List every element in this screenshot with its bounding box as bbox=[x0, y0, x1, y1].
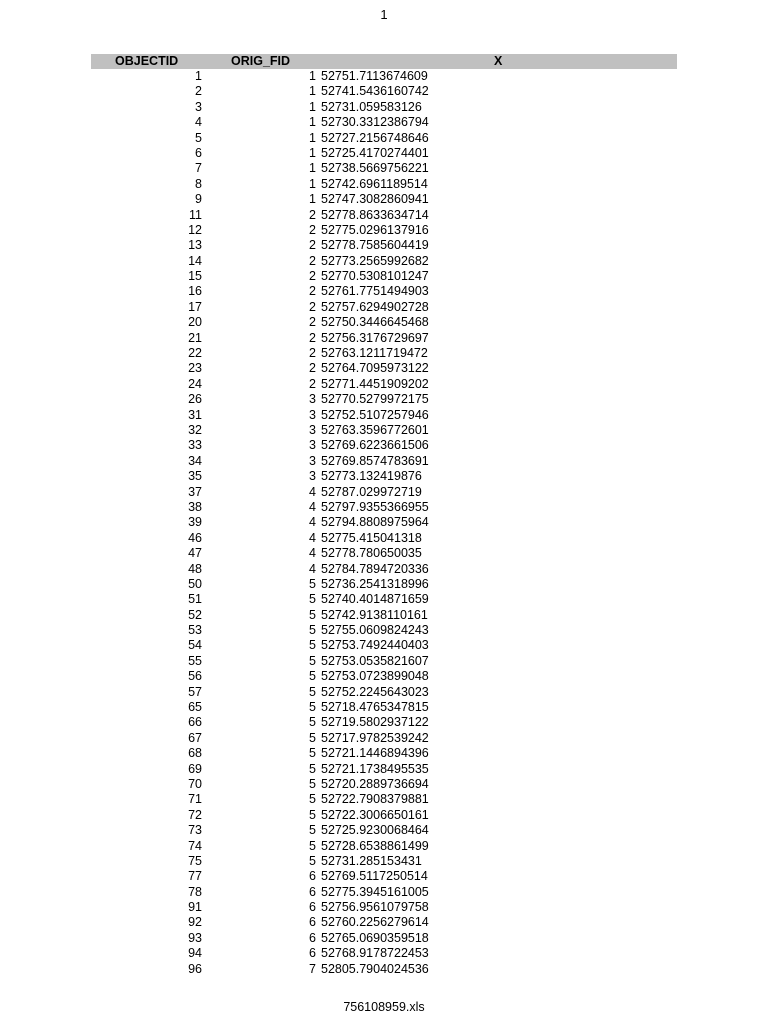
cell-objectid: 53 bbox=[188, 623, 202, 638]
cell-x: 52765.0690359518 bbox=[321, 930, 429, 945]
cell-orig-fid: 5 bbox=[309, 607, 316, 622]
cell-x: 52718.4765347815 bbox=[321, 700, 429, 715]
cell-orig-fid: 5 bbox=[309, 623, 316, 638]
table-row bbox=[91, 84, 677, 99]
cell-orig-fid: 2 bbox=[309, 253, 316, 268]
cell-objectid: 46 bbox=[188, 530, 202, 545]
cell-orig-fid: 2 bbox=[309, 376, 316, 391]
cell-objectid: 72 bbox=[188, 807, 202, 822]
cell-orig-fid: 5 bbox=[309, 653, 316, 668]
table-row bbox=[91, 531, 677, 546]
footer-filename: 756108959.xls bbox=[343, 1000, 425, 1014]
cell-x: 52771.4451909202 bbox=[321, 376, 429, 391]
cell-orig-fid: 4 bbox=[309, 484, 316, 499]
cell-objectid: 13 bbox=[188, 238, 202, 253]
table-row bbox=[91, 900, 677, 915]
table-row bbox=[91, 839, 677, 854]
cell-x: 52720.2889736694 bbox=[321, 776, 429, 791]
cell-orig-fid: 2 bbox=[309, 346, 316, 361]
table-row bbox=[91, 438, 677, 453]
cell-x: 52794.8808975964 bbox=[321, 515, 429, 530]
table-row bbox=[91, 762, 677, 777]
cell-x: 52778.780650035 bbox=[321, 546, 422, 561]
table-row bbox=[91, 315, 677, 330]
cell-orig-fid: 5 bbox=[309, 576, 316, 591]
cell-x: 52727.2156748646 bbox=[321, 130, 429, 145]
table-row bbox=[91, 823, 677, 838]
cell-orig-fid: 3 bbox=[309, 438, 316, 453]
table-row bbox=[91, 469, 677, 484]
cell-objectid: 26 bbox=[188, 392, 202, 407]
table-row bbox=[91, 700, 677, 715]
cell-orig-fid: 4 bbox=[309, 530, 316, 545]
cell-orig-fid: 4 bbox=[309, 499, 316, 514]
cell-objectid: 77 bbox=[188, 869, 202, 884]
cell-orig-fid: 5 bbox=[309, 761, 316, 776]
table-row bbox=[91, 131, 677, 146]
cell-orig-fid: 3 bbox=[309, 453, 316, 468]
cell-objectid: 94 bbox=[188, 946, 202, 961]
cell-x: 52728.6538861499 bbox=[321, 838, 429, 853]
cell-x: 52784.7894720336 bbox=[321, 561, 429, 576]
cell-objectid: 56 bbox=[188, 669, 202, 684]
table-row bbox=[91, 238, 677, 253]
cell-objectid: 73 bbox=[188, 823, 202, 838]
table-body bbox=[91, 69, 677, 977]
cell-x: 52769.6223661506 bbox=[321, 438, 429, 453]
cell-orig-fid: 5 bbox=[309, 700, 316, 715]
cell-x: 52773.132419876 bbox=[321, 469, 422, 484]
table-row bbox=[91, 931, 677, 946]
cell-objectid: 4 bbox=[195, 115, 202, 130]
cell-x: 52775.0296137916 bbox=[321, 222, 429, 237]
cell-objectid: 22 bbox=[188, 346, 202, 361]
cell-orig-fid: 1 bbox=[309, 145, 316, 160]
cell-x: 52736.2541318996 bbox=[321, 576, 429, 591]
cell-objectid: 54 bbox=[188, 638, 202, 653]
cell-orig-fid: 2 bbox=[309, 207, 316, 222]
table-row bbox=[91, 284, 677, 299]
cell-orig-fid: 5 bbox=[309, 838, 316, 853]
table-row bbox=[91, 623, 677, 638]
cell-orig-fid: 5 bbox=[309, 592, 316, 607]
table-row bbox=[91, 269, 677, 284]
cell-x: 52731.285153431 bbox=[321, 853, 422, 868]
cell-orig-fid: 6 bbox=[309, 900, 316, 915]
table-row bbox=[91, 100, 677, 115]
cell-orig-fid: 7 bbox=[309, 961, 316, 976]
cell-objectid: 93 bbox=[188, 930, 202, 945]
table-row bbox=[91, 869, 677, 884]
cell-x: 52742.6961189514 bbox=[321, 176, 428, 191]
cell-objectid: 75 bbox=[188, 853, 202, 868]
table-row bbox=[91, 115, 677, 130]
cell-orig-fid: 1 bbox=[309, 192, 316, 207]
cell-x: 52722.3006650161 bbox=[321, 807, 429, 822]
cell-objectid: 1 bbox=[195, 69, 202, 83]
table-row bbox=[91, 885, 677, 900]
table-row bbox=[91, 731, 677, 746]
table-row bbox=[91, 669, 677, 684]
cell-x: 52752.2245643023 bbox=[321, 684, 429, 699]
cell-x: 52756.9561079758 bbox=[321, 900, 429, 915]
cell-objectid: 78 bbox=[188, 884, 202, 899]
cell-x: 52722.7908379881 bbox=[321, 792, 429, 807]
cell-objectid: 69 bbox=[188, 761, 202, 776]
table-row bbox=[91, 500, 677, 515]
cell-orig-fid: 1 bbox=[309, 161, 316, 176]
cell-orig-fid: 1 bbox=[309, 176, 316, 191]
table-row bbox=[91, 515, 677, 530]
table-row bbox=[91, 577, 677, 592]
cell-x: 52797.9355366955 bbox=[321, 499, 429, 514]
table-row bbox=[91, 254, 677, 269]
cell-x: 52730.3312386794 bbox=[321, 115, 429, 130]
cell-orig-fid: 6 bbox=[309, 915, 316, 930]
cell-orig-fid: 5 bbox=[309, 684, 316, 699]
table-row bbox=[91, 423, 677, 438]
cell-orig-fid: 3 bbox=[309, 392, 316, 407]
cell-objectid: 66 bbox=[188, 715, 202, 730]
cell-objectid: 57 bbox=[188, 684, 202, 699]
cell-x: 52738.5669756221 bbox=[321, 161, 429, 176]
cell-x: 52775.415041318 bbox=[321, 530, 422, 545]
table-row bbox=[91, 177, 677, 192]
cell-orig-fid: 6 bbox=[309, 946, 316, 961]
cell-objectid: 8 bbox=[195, 176, 202, 191]
cell-orig-fid: 5 bbox=[309, 638, 316, 653]
cell-x: 52731.059583126 bbox=[321, 99, 422, 114]
cell-x: 52769.5117250514 bbox=[321, 869, 428, 884]
cell-objectid: 31 bbox=[188, 407, 202, 422]
table-row bbox=[91, 146, 677, 161]
cell-objectid: 16 bbox=[188, 284, 202, 299]
cell-orig-fid: 5 bbox=[309, 669, 316, 684]
cell-x: 52770.5308101247 bbox=[321, 269, 429, 284]
column-header-objectid: OBJECTID bbox=[115, 54, 179, 68]
cell-objectid: 52 bbox=[188, 607, 202, 622]
cell-objectid: 96 bbox=[188, 961, 202, 976]
cell-x: 52755.0609824243 bbox=[321, 623, 429, 638]
column-header-x: X bbox=[494, 54, 503, 68]
cell-orig-fid: 2 bbox=[309, 269, 316, 284]
table-row bbox=[91, 223, 677, 238]
cell-x: 52756.3176729697 bbox=[321, 330, 429, 345]
cell-x: 52757.6294902728 bbox=[321, 299, 429, 314]
table-row bbox=[91, 192, 677, 207]
table-row bbox=[91, 962, 677, 977]
page-number: 1 bbox=[380, 7, 388, 22]
cell-x: 52778.7585604419 bbox=[321, 238, 429, 253]
cell-orig-fid: 4 bbox=[309, 561, 316, 576]
cell-orig-fid: 6 bbox=[309, 869, 316, 884]
table-row bbox=[91, 685, 677, 700]
cell-objectid: 70 bbox=[188, 776, 202, 791]
cell-orig-fid: 2 bbox=[309, 315, 316, 330]
cell-objectid: 14 bbox=[188, 253, 202, 268]
cell-orig-fid: 2 bbox=[309, 238, 316, 253]
cell-objectid: 71 bbox=[188, 792, 202, 807]
cell-x: 52787.029972719 bbox=[321, 484, 422, 499]
cell-objectid: 12 bbox=[188, 222, 202, 237]
cell-objectid: 39 bbox=[188, 515, 202, 530]
cell-orig-fid: 5 bbox=[309, 776, 316, 791]
table-row bbox=[91, 915, 677, 930]
cell-x: 52753.7492440403 bbox=[321, 638, 429, 653]
cell-objectid: 23 bbox=[188, 361, 202, 376]
cell-objectid: 11 bbox=[189, 207, 202, 222]
cell-objectid: 33 bbox=[188, 438, 202, 453]
cell-objectid: 7 bbox=[195, 161, 202, 176]
cell-objectid: 67 bbox=[188, 730, 202, 745]
cell-objectid: 3 bbox=[195, 99, 202, 114]
cell-orig-fid: 5 bbox=[309, 853, 316, 868]
cell-objectid: 74 bbox=[188, 838, 202, 853]
cell-objectid: 24 bbox=[188, 376, 202, 391]
cell-orig-fid: 6 bbox=[309, 884, 316, 899]
table-row bbox=[91, 654, 677, 669]
cell-objectid: 2 bbox=[195, 84, 202, 99]
cell-x: 52721.1446894396 bbox=[321, 746, 429, 761]
data-table bbox=[91, 54, 677, 977]
table-row bbox=[91, 161, 677, 176]
table-row bbox=[91, 208, 677, 223]
cell-x: 52768.9178722453 bbox=[321, 946, 429, 961]
cell-objectid: 32 bbox=[188, 422, 202, 437]
table-row bbox=[91, 746, 677, 761]
cell-x: 52717.9782539242 bbox=[321, 730, 429, 745]
cell-orig-fid: 2 bbox=[309, 361, 316, 376]
cell-x: 52769.8574783691 bbox=[321, 453, 429, 468]
cell-orig-fid: 4 bbox=[309, 515, 316, 530]
cell-objectid: 47 bbox=[188, 546, 202, 561]
cell-orig-fid: 3 bbox=[309, 469, 316, 484]
cell-x: 52742.9138110161 bbox=[321, 607, 428, 622]
table-row bbox=[91, 808, 677, 823]
table-row bbox=[91, 485, 677, 500]
cell-objectid: 91 bbox=[188, 900, 202, 915]
table-row bbox=[91, 331, 677, 346]
cell-orig-fid: 5 bbox=[309, 746, 316, 761]
cell-objectid: 37 bbox=[188, 484, 202, 499]
cell-orig-fid: 1 bbox=[309, 69, 316, 83]
cell-orig-fid: 1 bbox=[309, 130, 316, 145]
cell-x: 52725.9230068464 bbox=[321, 823, 429, 838]
cell-x: 52773.2565992682 bbox=[321, 253, 429, 268]
table-row bbox=[91, 300, 677, 315]
cell-x: 52752.5107257946 bbox=[321, 407, 429, 422]
cell-x: 52764.7095973122 bbox=[321, 361, 429, 376]
cell-objectid: 20 bbox=[188, 315, 202, 330]
cell-orig-fid: 2 bbox=[309, 284, 316, 299]
table-row bbox=[91, 592, 677, 607]
cell-orig-fid: 6 bbox=[309, 930, 316, 945]
table-row bbox=[91, 377, 677, 392]
cell-orig-fid: 3 bbox=[309, 407, 316, 422]
cell-x: 52763.1211719472 bbox=[321, 346, 428, 361]
cell-x: 52725.4170274401 bbox=[321, 145, 429, 160]
table-row bbox=[91, 715, 677, 730]
table-row bbox=[91, 608, 677, 623]
cell-objectid: 38 bbox=[188, 499, 202, 514]
cell-objectid: 17 bbox=[188, 299, 202, 314]
table-row bbox=[91, 392, 677, 407]
cell-objectid: 92 bbox=[188, 915, 202, 930]
cell-orig-fid: 1 bbox=[309, 115, 316, 130]
cell-objectid: 9 bbox=[195, 192, 202, 207]
cell-x: 52760.2256279614 bbox=[321, 915, 429, 930]
cell-orig-fid: 4 bbox=[309, 546, 316, 561]
cell-orig-fid: 3 bbox=[309, 422, 316, 437]
cell-x: 52740.4014871659 bbox=[321, 592, 429, 607]
cell-orig-fid: 5 bbox=[309, 730, 316, 745]
cell-x: 52747.3082860941 bbox=[321, 192, 429, 207]
cell-x: 52753.0723899048 bbox=[321, 669, 429, 684]
cell-orig-fid: 2 bbox=[309, 222, 316, 237]
cell-objectid: 35 bbox=[188, 469, 202, 484]
cell-x: 52805.7904024536 bbox=[321, 961, 429, 976]
cell-objectid: 51 bbox=[188, 592, 202, 607]
cell-objectid: 21 bbox=[188, 330, 202, 345]
cell-orig-fid: 2 bbox=[309, 330, 316, 345]
cell-x: 52721.1738495535 bbox=[321, 761, 429, 776]
cell-orig-fid: 1 bbox=[309, 84, 316, 99]
table-row bbox=[91, 69, 677, 84]
cell-x: 52770.5279972175 bbox=[321, 392, 429, 407]
table-row bbox=[91, 408, 677, 423]
cell-orig-fid: 5 bbox=[309, 715, 316, 730]
cell-x: 52761.7751494903 bbox=[321, 284, 429, 299]
cell-objectid: 34 bbox=[188, 453, 202, 468]
table-row bbox=[91, 854, 677, 869]
cell-x: 52741.5436160742 bbox=[321, 84, 429, 99]
table-row bbox=[91, 562, 677, 577]
table-row bbox=[91, 946, 677, 961]
cell-objectid: 6 bbox=[195, 145, 202, 160]
cell-objectid: 15 bbox=[188, 269, 202, 284]
cell-orig-fid: 5 bbox=[309, 807, 316, 822]
cell-x: 52778.8633634714 bbox=[321, 207, 429, 222]
table-row bbox=[91, 546, 677, 561]
table-row bbox=[91, 777, 677, 792]
table-row bbox=[91, 346, 677, 361]
cell-orig-fid: 5 bbox=[309, 792, 316, 807]
cell-x: 52751.7113674609 bbox=[321, 69, 428, 83]
cell-x: 52750.3446645468 bbox=[321, 315, 429, 330]
cell-x: 52763.3596772601 bbox=[321, 422, 429, 437]
table-row bbox=[91, 454, 677, 469]
table-row bbox=[91, 638, 677, 653]
cell-objectid: 55 bbox=[188, 653, 202, 668]
cell-objectid: 65 bbox=[188, 700, 202, 715]
table-header-row bbox=[91, 54, 677, 69]
cell-orig-fid: 5 bbox=[309, 823, 316, 838]
cell-objectid: 50 bbox=[188, 576, 202, 591]
cell-x: 52719.5802937122 bbox=[321, 715, 429, 730]
cell-x: 52753.0535821607 bbox=[321, 653, 429, 668]
cell-x: 52775.3945161005 bbox=[321, 884, 429, 899]
cell-objectid: 48 bbox=[188, 561, 202, 576]
cell-objectid: 68 bbox=[188, 746, 202, 761]
cell-orig-fid: 2 bbox=[309, 299, 316, 314]
cell-orig-fid: 1 bbox=[309, 99, 316, 114]
column-header-orig-fid: ORIG_FID bbox=[231, 54, 291, 68]
cell-objectid: 5 bbox=[195, 130, 202, 145]
table-row bbox=[91, 792, 677, 807]
table-row bbox=[91, 361, 677, 376]
